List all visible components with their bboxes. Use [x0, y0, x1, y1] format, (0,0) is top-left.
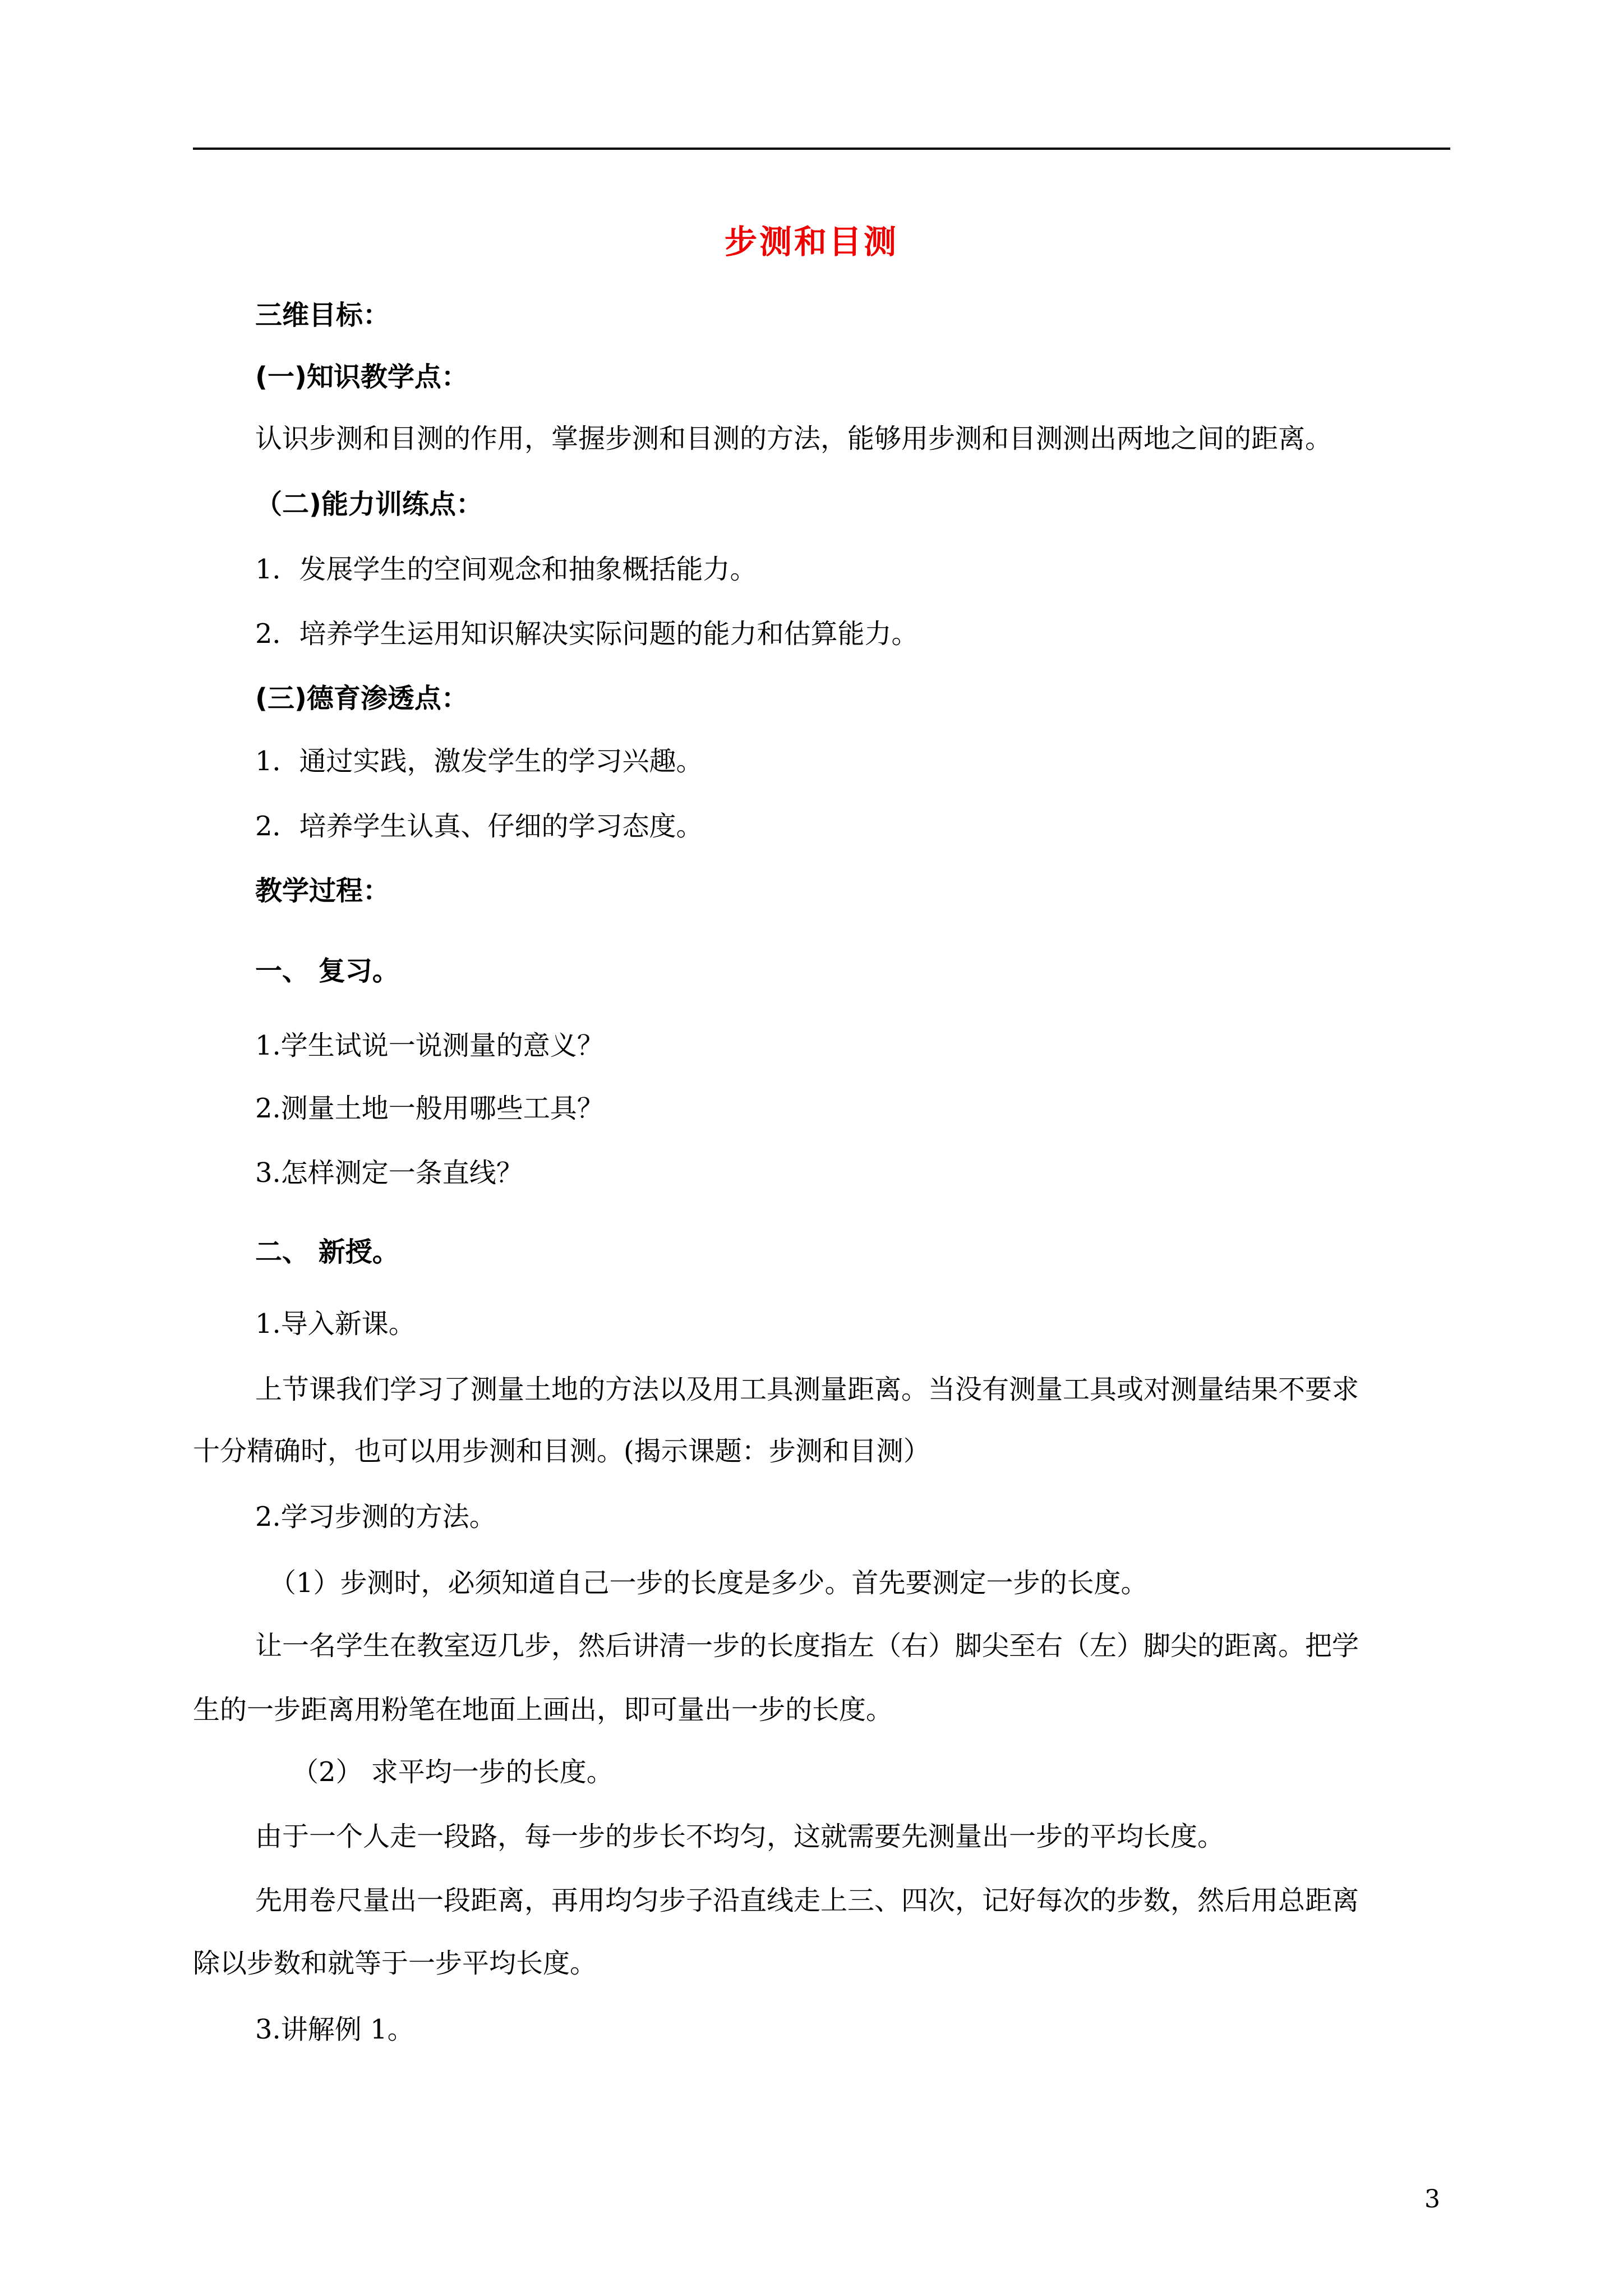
section-heading-new-lesson: 二、 新授。 — [255, 1236, 399, 1268]
paragraph-measure-line-2: 除以步数和就等于一步平均长度。 — [193, 1948, 597, 1979]
header-rule — [193, 148, 1450, 150]
list-item-example-1: 3.讲解例 1。 — [255, 2014, 414, 2045]
subheading-moral-points: (三)德育渗透点： — [255, 683, 468, 714]
list-item-moral-1: 1．通过实践，激发学生的学习兴趣。 — [255, 746, 703, 777]
list-item-ability-1: 1．发展学生的空间观念和抽象概括能力。 — [255, 554, 757, 585]
heading-three-dimensional-goals: 三维目标： — [255, 300, 390, 331]
list-item-review-3: 3.怎样测定一条直线？ — [255, 1157, 523, 1189]
step-1-pace-length: （1）步测时，必须知道自己一步的长度是多少。首先要测定一步的长度。 — [269, 1567, 1148, 1599]
step-2-average-pace: （2） 求平均一步的长度。 — [292, 1756, 614, 1788]
paragraph-intro-line-1: 上节课我们学习了测量土地的方法以及用工具测量距离。当没有测量工具或对测量结果不要求 — [255, 1374, 1359, 1405]
paragraph-measure-line-1: 先用卷尺量出一段距离，再用均匀步子沿直线走上三、四次，记好每次的步数，然后用总距离 — [255, 1885, 1359, 1916]
paragraph-intro-line-2: 十分精确时，也可以用步测和目测。(揭示课题：步测和目测） — [193, 1435, 930, 1467]
list-item-review-2: 2.测量土地一般用哪些工具？ — [255, 1093, 604, 1124]
list-item-moral-2: 2．培养学生认真、仔细的学习态度。 — [255, 811, 703, 842]
list-item-learn-pace-method: 2.学习步测的方法。 — [255, 1501, 496, 1533]
heading-teaching-process: 教学过程： — [255, 875, 390, 907]
document-title: 步测和目测 — [724, 223, 898, 261]
page-number: 3 — [1424, 2185, 1440, 2214]
paragraph-knowledge: 认识步测和目测的作用，掌握步测和目测的方法，能够用步测和目测测出两地之间的距离。 — [255, 423, 1332, 454]
paragraph-uneven-steps: 由于一个人走一段路，每一步的步长不均匀，这就需要先测量出一步的平均长度。 — [255, 1821, 1225, 1852]
paragraph-demonstration-line-2: 生的一步距离用粉笔在地面上画出，即可量出一步的长度。 — [193, 1694, 893, 1726]
paragraph-demonstration-line-1: 让一名学生在教室迈几步，然后讲清一步的长度指左（右）脚尖至右（左）脚尖的距离。把学 — [255, 1630, 1359, 1662]
section-heading-review: 一、 复习。 — [255, 955, 399, 987]
list-item-ability-2: 2．培养学生运用知识解决实际问题的能力和估算能力。 — [255, 618, 919, 650]
list-item-review-1: 1.学生试说一说测量的意义？ — [255, 1030, 604, 1061]
subheading-ability-points: （二)能力训练点： — [255, 489, 483, 520]
list-item-introduce-lesson: 1.导入新课。 — [255, 1308, 416, 1340]
subheading-knowledge-points: (一)知识教学点： — [255, 361, 468, 393]
